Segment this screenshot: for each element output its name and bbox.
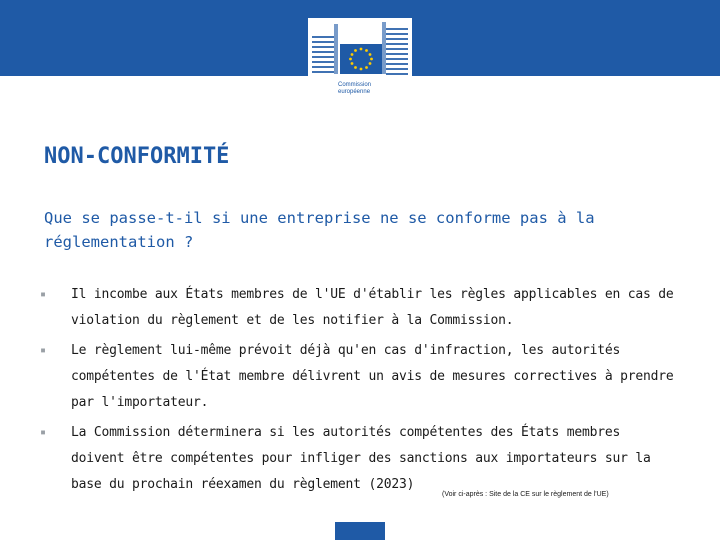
logo-line-1: Commission — [338, 82, 372, 88]
bullet-marker-icon: ▪ — [40, 345, 46, 356]
logo-line-2: européenne — [338, 89, 371, 95]
bullet-text: La Commission déterminera si les autorités compétentes des États membres doivent être compétentes pour infliger des sanctions aux importateurs sur la base du prochain réexamen du règlement (2023) — [71, 425, 651, 492]
bullet-text: Le règlement lui-même prévoit déjà qu'en cas d'infraction, les autorités compétentes de l'État membre délivrent un avis de mesures correctives à prendre par l'importateur. — [71, 343, 674, 410]
bullet-item — [40, 282, 680, 334]
source-note: (Voir ci-après : Site de la CE sur le règlement de l'UE) — [442, 491, 609, 498]
bullet-item — [40, 338, 680, 416]
berlaymont-building-icon — [308, 18, 412, 80]
bullet-text: Il incombe aux États membres de l'UE d'établir les règles applicables en cas de violation du règlement et de les notifier à la Commission. — [71, 287, 674, 328]
slide-subtitle: Que se passe-t-il si une entreprise ne se conforme pas à la réglementation ? — [44, 209, 595, 251]
bullet-marker-icon: ▪ — [40, 427, 46, 438]
european-commission-logo — [308, 18, 412, 102]
bullet-list — [40, 282, 680, 502]
logo-wordmark — [338, 82, 398, 96]
bullet-item — [40, 420, 680, 498]
bullet-marker-icon: ▪ — [40, 289, 46, 300]
slide-title: NON-CONFORMITÉ — [44, 144, 230, 169]
footer-flag-tab — [335, 522, 385, 540]
